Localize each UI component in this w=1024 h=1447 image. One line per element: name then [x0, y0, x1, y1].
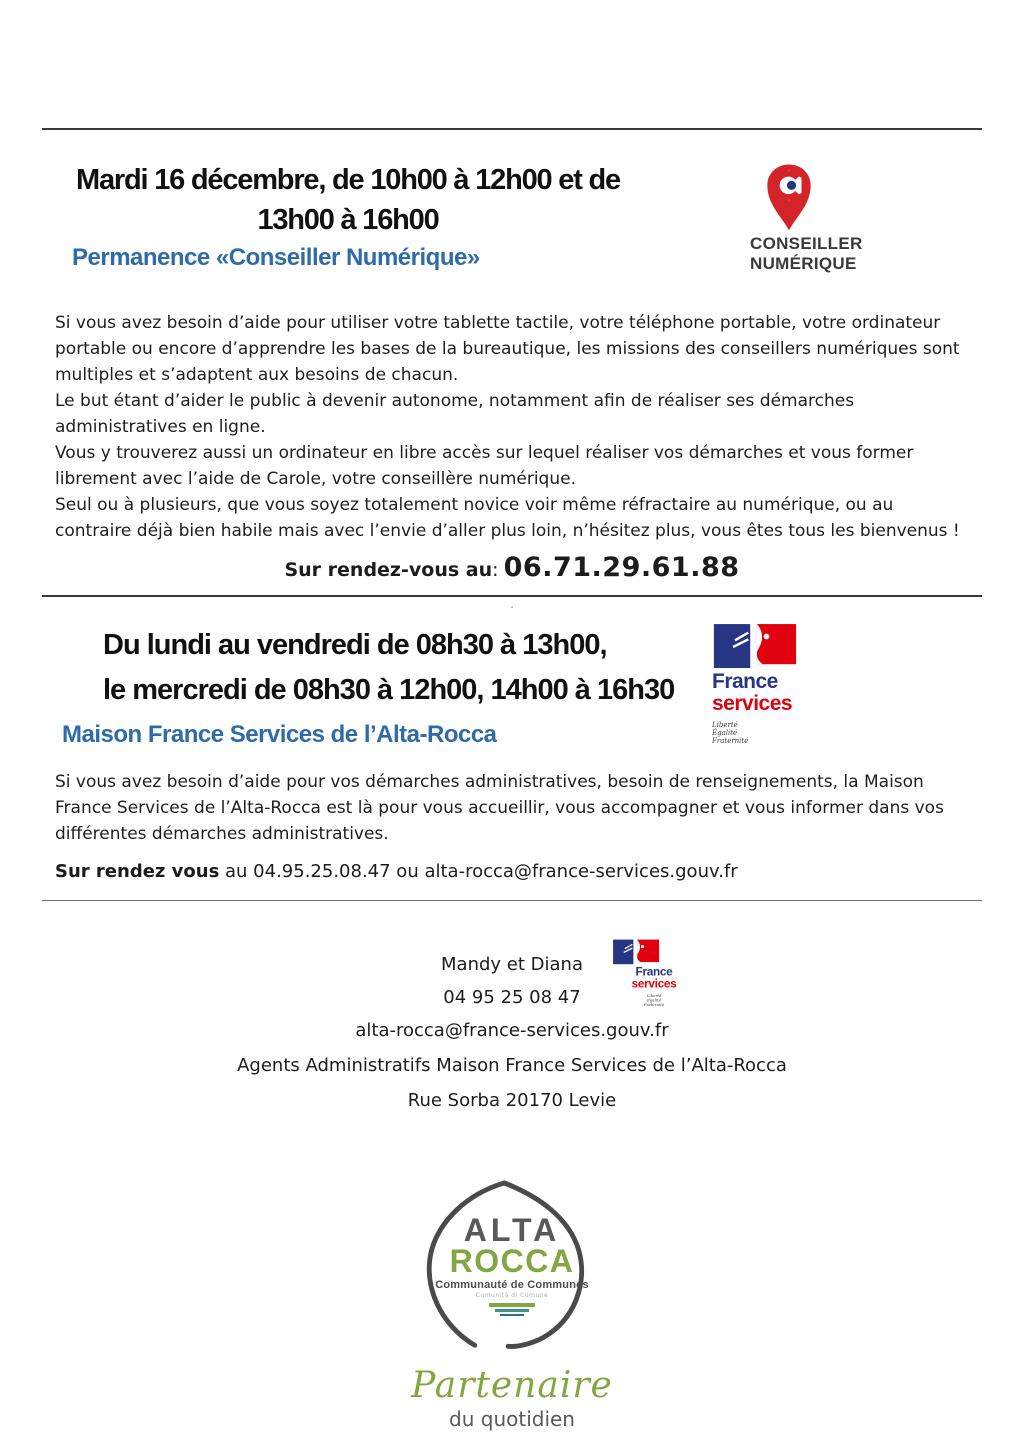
france-services-logo-small — [612, 939, 696, 1007]
fs-motto-liberte: Liberté — [646, 993, 662, 999]
section2-body — [55, 769, 972, 847]
section1-body — [55, 310, 972, 544]
footer-phone: 04 95 25 08 47 — [443, 987, 581, 1008]
paragraph: Seul ou à plusieurs, que vous soyez totalement novice voir même réfractaire au numérique, ou au contraire déjà bien habile mais avec l’envie d’aller plus loin, n’hésitez plus, vous êtes tous les bienvenus ! — [55, 495, 960, 541]
top-margin — [0, 0, 1024, 128]
france-services-wordmark — [612, 966, 696, 991]
fs-motto-egalite: Égalité — [646, 998, 662, 1003]
footer-email: alta-rocca@france-services.gouv.fr — [355, 1020, 669, 1041]
france-services-flag-icon — [612, 939, 660, 966]
teal-bar — [495, 1309, 529, 1312]
alta-rocca-wordmark — [392, 1212, 632, 1316]
ar-subtitle-corsican: Cumunità di Cumune — [475, 1292, 549, 1299]
paragraph: Le but étant d’aider le public à devenir autonome, notamment afin de réaliser ses démarches administratives en ligne. — [55, 391, 855, 437]
section2-heading-line2: le mercredi de 08h30 à 12h00, 14h00 à 16h30 — [103, 674, 675, 706]
ar-wordmark-rocca: ROCCA — [449, 1243, 575, 1279]
fs-motto-egalite: Égalité — [712, 729, 738, 737]
france-services-wordmark — [712, 671, 862, 715]
fs-wordmark-france: France — [712, 670, 778, 693]
section1-appointment-line — [0, 552, 1024, 583]
france-services-logo — [712, 623, 862, 745]
section-conseiller-numerique-header — [0, 160, 1024, 290]
section1-heading-line1: Mardi 16 décembre, de 10h00 à 12h00 et de — [76, 164, 620, 196]
ar-wordmark-alta: ALTA — [463, 1212, 561, 1248]
section1-heading-line2: 13h00 à 16h00 — [257, 204, 439, 236]
conseiller-numerique-logo — [750, 162, 876, 274]
section1-heading — [48, 160, 648, 240]
ar-subtitle: Communauté de Communes — [435, 1279, 589, 1291]
section2-heading — [103, 623, 1024, 713]
france-services-flag-icon — [712, 623, 798, 671]
section2-subheading: Maison France Services de l’Alta-Rocca — [62, 721, 497, 748]
section2-heading-line1: Du lundi au vendredi de 08h30 à 13h00, — [103, 629, 607, 661]
fs-motto-fraternite: Fraternité — [712, 737, 749, 745]
fs-wordmark-services: services — [631, 977, 677, 991]
ar-tagline-sub: du quotidien — [449, 1407, 575, 1431]
top-divider — [42, 128, 982, 130]
paragraph: Vous y trouverez aussi un ordinateur en libre accès sur lequel réaliser vos démarches et vous former librement avec l’aide de Carole, votre conseillère numérique. — [55, 443, 914, 489]
fs-motto-liberte: Liberté — [712, 721, 738, 729]
footer-contact-names: Mandy et Diana — [441, 954, 583, 975]
footer-divider — [42, 900, 982, 901]
cn-wordmark-line2: NUMÉRIQUE — [750, 254, 857, 273]
appointment-label: Sur rendez-vous au — [284, 559, 493, 581]
appointment-colon: : — [492, 559, 499, 581]
fs-wordmark-services: services — [712, 692, 793, 715]
section2-appointment-line — [55, 861, 972, 882]
alta-rocca-logo — [392, 1179, 632, 1439]
fs-motto-fraternite: Fraternité — [643, 1002, 665, 1008]
ar-tagline-script: Partenaire — [411, 1365, 613, 1406]
blue-bar — [500, 1314, 524, 1316]
appointment-label-bold: Sur rendez vous — [55, 861, 220, 882]
conseiller-numerique-wordmark — [750, 234, 876, 274]
stray-period: . — [510, 597, 514, 611]
ar-color-bars — [392, 1303, 632, 1316]
paragraph: Si vous avez besoin d’aide pour utiliser votre tablette tactile, votre téléphone portable, votre ordinateur portable ou encore d’apprendre les bases de la bureautique, les missions des conseillers numériques sont multiples et s’adaptent aux besoins de chacun. — [55, 313, 960, 385]
section1-subheading: Permanence «Conseiller Numérique» — [72, 244, 480, 271]
appointment-contact-info: au 04.95.25.08.47 ou alta-rocca@france-services.gouv.fr — [219, 861, 738, 882]
appointment-phone-number: 06.71.29.61.88 — [503, 552, 740, 583]
footer-contact-block — [0, 953, 1024, 1113]
fs-motto — [712, 721, 862, 745]
cn-wordmark-line1: CONSEILLER — [750, 234, 863, 253]
paragraph: Si vous avez besoin d’aide pour vos démarches administratives, besoin de renseignements, la Maison France Services de l’Alta-Rocca est là pour vous accueillir, vous accompagner et vous informer dans vos différentes démarches administratives. — [55, 772, 944, 844]
section-france-services-header — [0, 623, 1024, 749]
fs-wordmark-france: France — [635, 965, 673, 979]
footer-address: Rue Sorba 20170 Levie — [407, 1090, 617, 1111]
footer-role: Agents Administratifs Maison France Services de l’Alta-Rocca — [237, 1055, 787, 1076]
map-pin-icon — [762, 162, 816, 232]
fs-motto — [612, 994, 696, 1007]
green-bar — [489, 1303, 535, 1307]
